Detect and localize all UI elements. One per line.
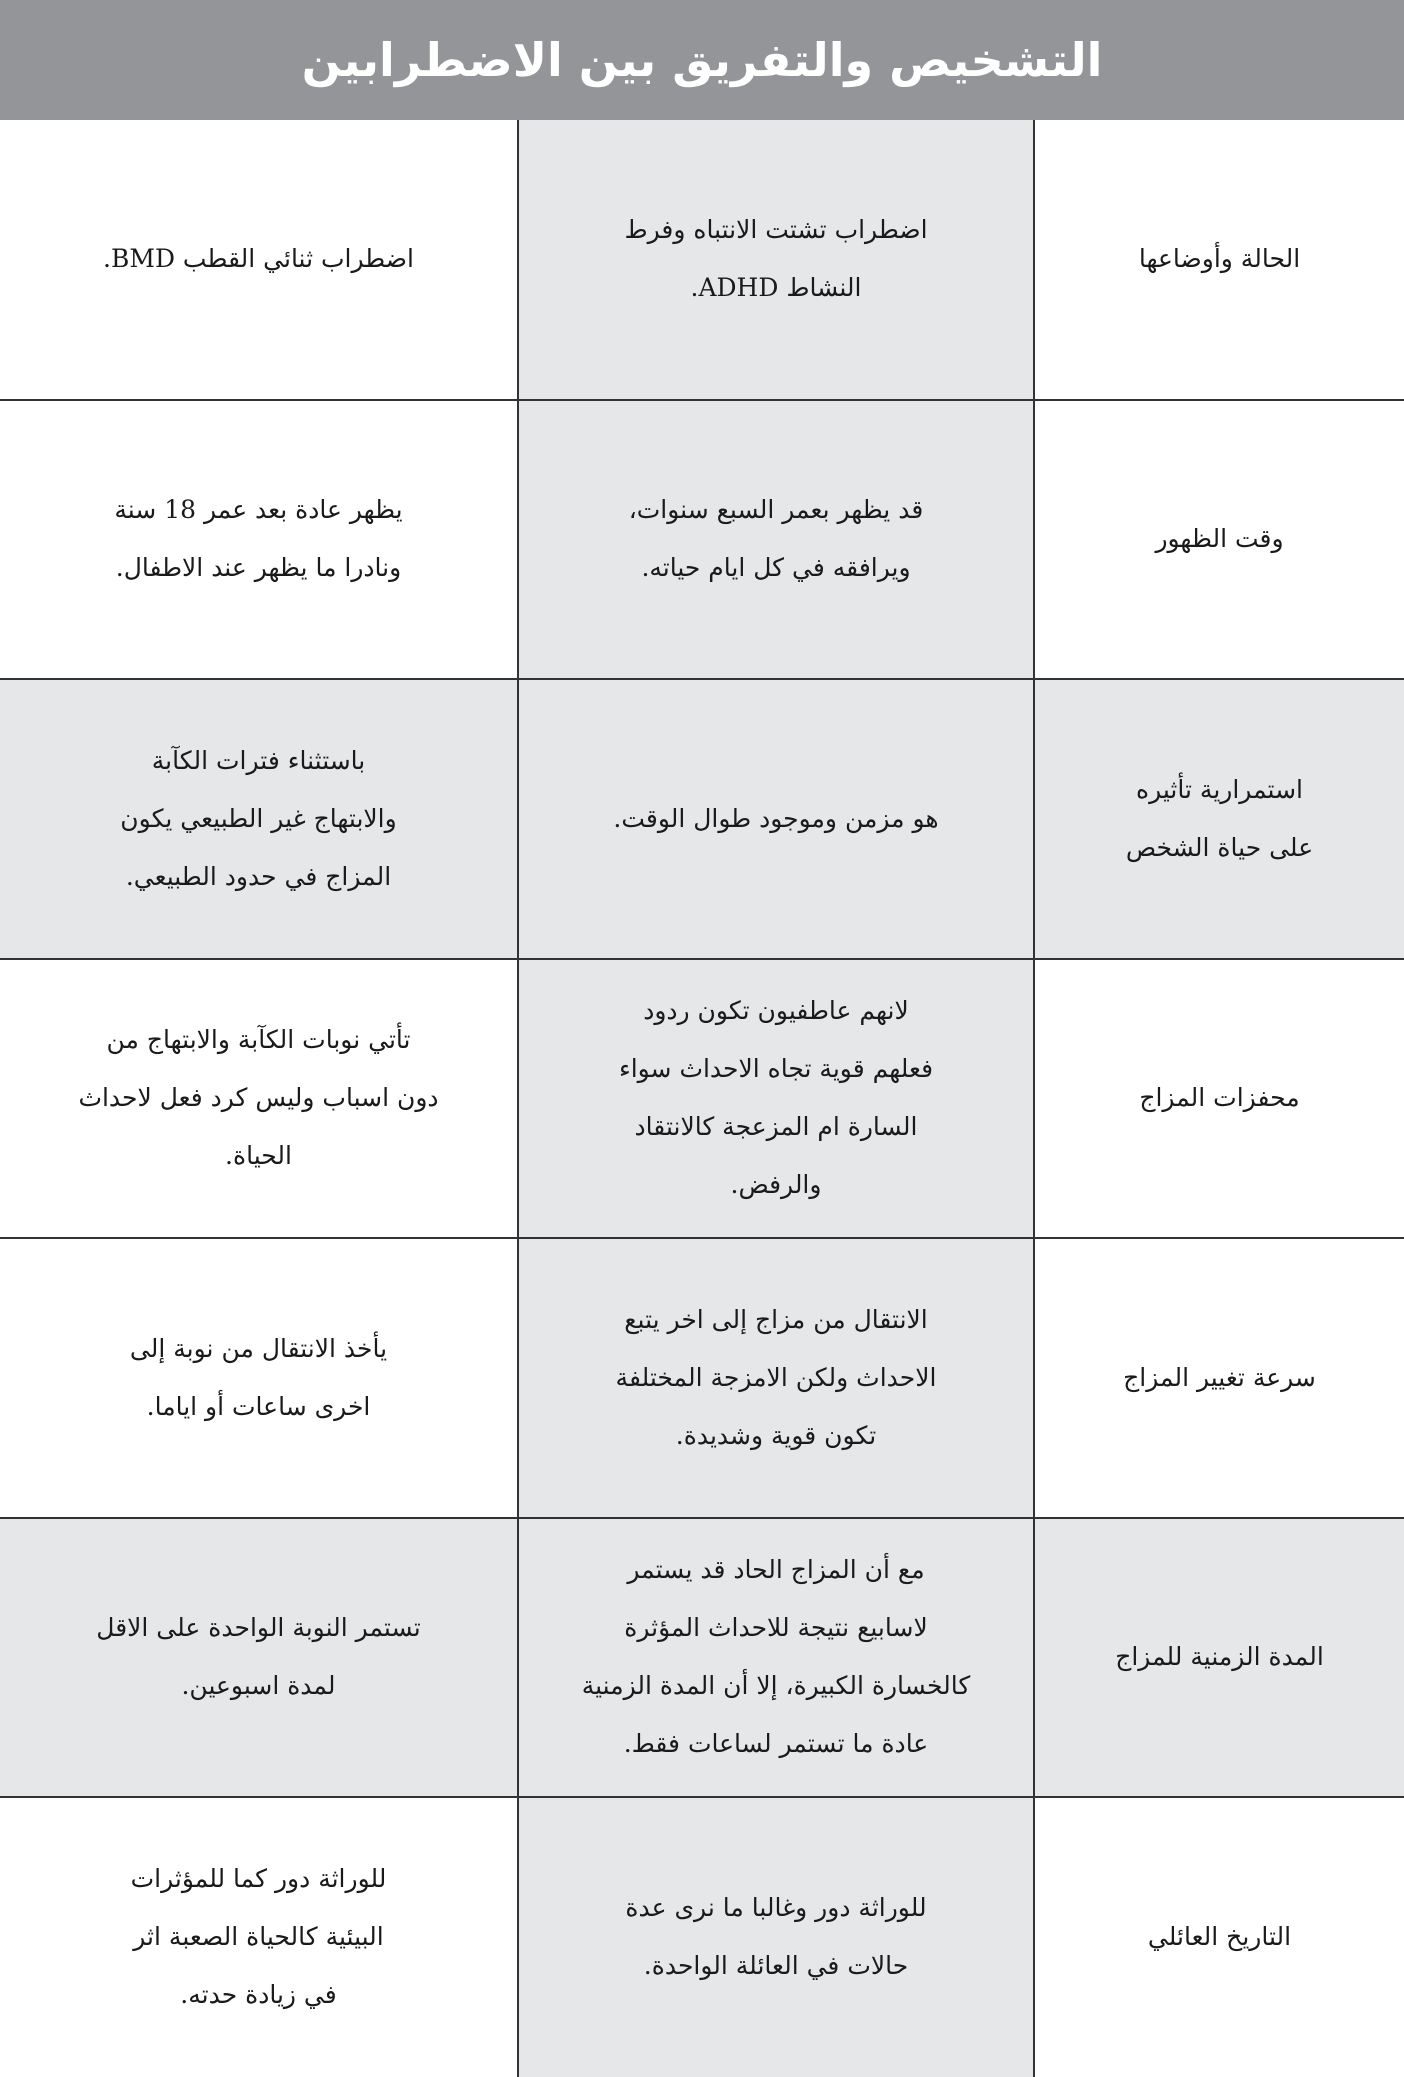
table-row: [0, 120, 1404, 400]
adhd-cell: [518, 1238, 1034, 1518]
adhd-cell: [518, 959, 1034, 1239]
criterion-cell-text: وقت الظهور: [1155, 524, 1284, 554]
bmd-cell-text: باستثناء فترات الكآبة والابتهاج غير الطبيعي يكون المزاج في حدود الطبيعي.: [120, 745, 397, 891]
criterion-cell: [1034, 679, 1404, 959]
adhd-cell-text: اضطراب تشتت الانتباه وفرط النشاط ADHD.: [624, 215, 928, 303]
comparison-table: [0, 120, 1404, 2077]
bmd-cell-text: للوراثة دور كما للمؤثرات البيئية كالحياة الصعبة اثر في زيادة حدته.: [130, 1864, 387, 2010]
table-row: [0, 1238, 1404, 1518]
table-row: [0, 1518, 1404, 1798]
criterion-cell: [1034, 400, 1404, 680]
bmd-cell: [0, 1518, 518, 1798]
table-row: [0, 400, 1404, 680]
bmd-cell: [0, 400, 518, 680]
adhd-cell-text: قد يظهر بعمر السبع سنوات، ويرافقه في كل ايام حياته.: [628, 495, 924, 583]
bmd-cell: [0, 1797, 518, 2077]
criterion-cell: [1034, 1797, 1404, 2077]
table-row: [0, 1797, 1404, 2077]
bmd-cell-text: يأخذ الانتقال من نوبة إلى اخرى ساعات أو اياما.: [129, 1333, 388, 1421]
adhd-cell-text: هو مزمن وموجود طوال الوقت.: [613, 803, 939, 833]
bmd-cell: [0, 959, 518, 1239]
criterion-cell-text: سرعة تغيير المزاج: [1123, 1362, 1316, 1392]
criterion-cell: [1034, 120, 1404, 400]
bmd-cell-text: اضطراب ثنائي القطب BMD.: [103, 244, 414, 274]
criterion-cell-text: الحالة وأوضاعها: [1138, 244, 1301, 274]
bmd-cell-text: تستمر النوبة الواحدة على الاقل لمدة اسبوعين.: [96, 1613, 421, 1701]
criterion-cell-text: استمرارية تأثيره على حياة الشخص: [1125, 774, 1314, 862]
criterion-cell-text: محفزات المزاج: [1139, 1083, 1300, 1113]
adhd-cell-text: للوراثة دور وغالبا ما نرى عدة حالات في العائلة الواحدة.: [625, 1893, 927, 1981]
adhd-cell: [518, 1518, 1034, 1798]
criterion-cell-text: التاريخ العائلي: [1147, 1922, 1292, 1952]
comparison-table-body: [0, 120, 1404, 2077]
bmd-cell: [0, 120, 518, 400]
criterion-cell: [1034, 959, 1404, 1239]
adhd-cell: [518, 120, 1034, 400]
bmd-cell-text: يظهر عادة بعد عمر 18 سنة ونادرا ما يظهر عند الاطفال.: [114, 495, 403, 583]
table-row: [0, 679, 1404, 959]
criterion-cell-text: المدة الزمنية للمزاج: [1115, 1642, 1324, 1672]
criterion-cell: [1034, 1518, 1404, 1798]
bmd-cell: [0, 1238, 518, 1518]
table-row: [0, 959, 1404, 1239]
adhd-cell-text: لانهم عاطفيون تكون ردود فعلهم قوية تجاه الاحداث سواء السارة ام المزعجة كالانتقاد والرفض.: [618, 996, 934, 1200]
adhd-cell-text: مع أن المزاج الحاد قد يستمر لاسابيع نتيجة للاحداث المؤثرة كالخسارة الكبيرة، إلا أن المدة الزمنية عادة ما تستمر لساعات فقط.: [581, 1555, 971, 1759]
adhd-cell-text: الانتقال من مزاج إلى اخر يتبع الاحداث ولكن الامزجة المختلفة تكون قوية وشديدة.: [615, 1304, 937, 1450]
adhd-cell: [518, 400, 1034, 680]
bmd-cell-text: تأتي نوبات الكآبة والابتهاج من دون اسباب وليس كرد فعل لاحداث الحياة.: [78, 1025, 439, 1171]
adhd-cell: [518, 679, 1034, 959]
adhd-cell: [518, 1797, 1034, 2077]
page-title: التشخيص والتفريق بين الاضطرابين: [301, 33, 1103, 87]
bmd-cell: [0, 679, 518, 959]
criterion-cell: [1034, 1238, 1404, 1518]
title-bar: [0, 0, 1404, 120]
